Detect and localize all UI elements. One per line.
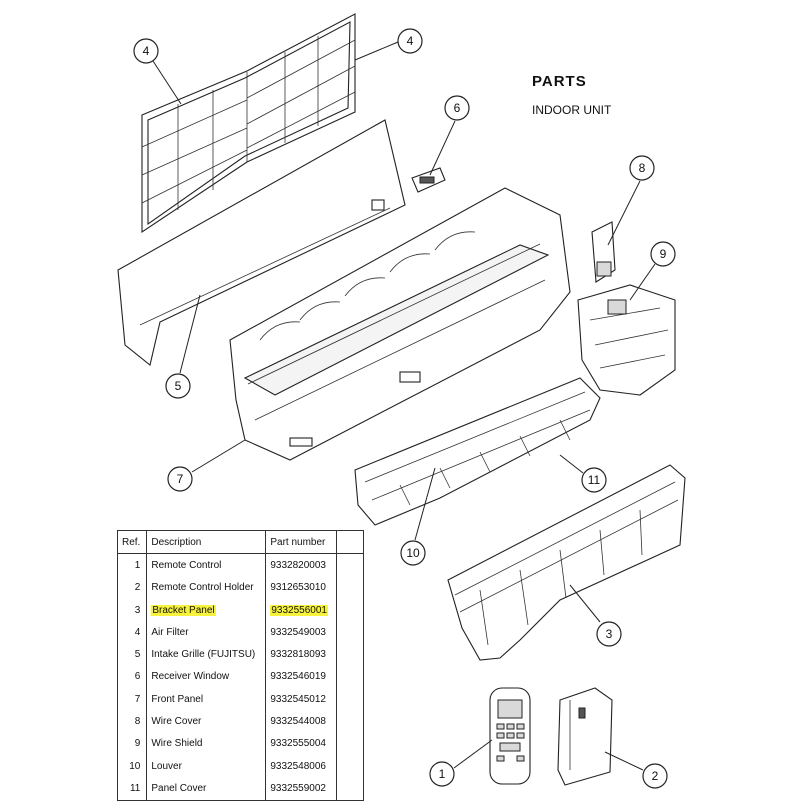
table-row <box>118 688 364 710</box>
svg-text:2: 2 <box>651 769 659 783</box>
highlight-description: Bracket Panel <box>152 604 215 616</box>
svg-text:1: 1 <box>438 767 446 781</box>
svg-text:8: 8 <box>638 161 646 175</box>
row-blank <box>337 554 364 577</box>
svg-text:4: 4 <box>406 34 414 48</box>
row-description: Front Panel <box>147 688 266 710</box>
wire-shield-part <box>578 285 675 395</box>
row-ref: 8 <box>118 710 147 732</box>
svg-text:11: 11 <box>587 473 601 487</box>
table-row <box>118 666 364 688</box>
row-blank <box>337 710 364 732</box>
remote-holder-part <box>558 688 612 785</box>
row-description: Remote Control <box>147 554 266 577</box>
callout-7 <box>168 467 192 491</box>
svg-text:4: 4 <box>142 44 150 58</box>
table-row <box>118 733 364 755</box>
row-ref: 4 <box>118 621 147 643</box>
column-header-part-number: Part number <box>266 531 337 554</box>
row-blank <box>337 577 364 599</box>
svg-text:9: 9 <box>659 247 667 261</box>
column-header-ref: Ref. <box>118 531 147 554</box>
row-blank <box>337 755 364 777</box>
row-blank <box>337 643 364 665</box>
table-row <box>118 777 364 800</box>
row-ref: 5 <box>118 643 147 665</box>
callout-6 <box>445 96 469 120</box>
table-row <box>118 710 364 732</box>
row-blank <box>337 599 364 621</box>
callout-8 <box>630 156 654 180</box>
row-part-number: 9332548006 <box>266 755 337 777</box>
callout-3 <box>597 622 621 646</box>
row-ref: 1 <box>118 554 147 577</box>
row-part-number: 9332549003 <box>266 621 337 643</box>
callout-4a <box>134 39 158 63</box>
wire-cover-part <box>592 222 615 282</box>
row-ref: 11 <box>118 777 147 800</box>
callout-2 <box>643 764 667 788</box>
row-part-number: 9332545012 <box>266 688 337 710</box>
row-ref: 7 <box>118 688 147 710</box>
callout-9 <box>651 242 675 266</box>
table-row <box>118 643 364 665</box>
row-part-number: 9332555004 <box>266 733 337 755</box>
table-row <box>118 755 364 777</box>
table-row <box>118 621 364 643</box>
svg-text:3: 3 <box>605 627 613 641</box>
callout-1 <box>430 762 454 786</box>
svg-text:10: 10 <box>406 546 420 560</box>
remote-control-part <box>490 688 530 784</box>
row-blank <box>337 733 364 755</box>
row-part-number <box>266 599 337 621</box>
table-row <box>118 577 364 599</box>
row-description: Air Filter <box>147 621 266 643</box>
table-header-row <box>118 531 364 554</box>
parts-table <box>117 530 364 801</box>
row-description <box>147 599 266 621</box>
row-ref: 6 <box>118 666 147 688</box>
row-blank <box>337 621 364 643</box>
receiver-window-part <box>412 168 445 192</box>
callout-5 <box>166 374 190 398</box>
callout-10 <box>401 541 425 565</box>
row-part-number: 9312653010 <box>266 577 337 599</box>
page-title: PARTS <box>532 73 587 90</box>
row-blank <box>337 777 364 800</box>
row-part-number: 9332546019 <box>266 666 337 688</box>
callout-11 <box>582 468 606 492</box>
row-part-number: 9332818093 <box>266 643 337 665</box>
row-blank <box>337 688 364 710</box>
svg-text:7: 7 <box>176 472 184 486</box>
svg-text:6: 6 <box>453 101 461 115</box>
row-blank <box>337 666 364 688</box>
svg-text:5: 5 <box>174 379 182 393</box>
row-ref: 2 <box>118 577 147 599</box>
row-description: Louver <box>147 755 266 777</box>
row-description: Panel Cover <box>147 777 266 800</box>
table-row-highlighted <box>118 599 364 621</box>
row-ref: 3 <box>118 599 147 621</box>
row-description: Receiver Window <box>147 666 266 688</box>
row-description: Wire Cover <box>147 710 266 732</box>
row-description: Wire Shield <box>147 733 266 755</box>
page-subtitle: INDOOR UNIT <box>532 103 612 117</box>
callout-4b <box>398 29 422 53</box>
row-part-number: 9332820003 <box>266 554 337 577</box>
row-ref: 10 <box>118 755 147 777</box>
row-description: Intake Grille (FUJITSU) <box>147 643 266 665</box>
row-ref: 9 <box>118 733 147 755</box>
row-part-number: 9332544008 <box>266 710 337 732</box>
row-description: Remote Control Holder <box>147 577 266 599</box>
column-header-blank <box>337 531 364 554</box>
row-part-number: 9332559002 <box>266 777 337 800</box>
table-row <box>118 554 364 577</box>
bracket-panel-part <box>448 465 685 660</box>
column-header-description: Description <box>147 531 266 554</box>
highlight-part-number: 9332556001 <box>271 604 327 616</box>
